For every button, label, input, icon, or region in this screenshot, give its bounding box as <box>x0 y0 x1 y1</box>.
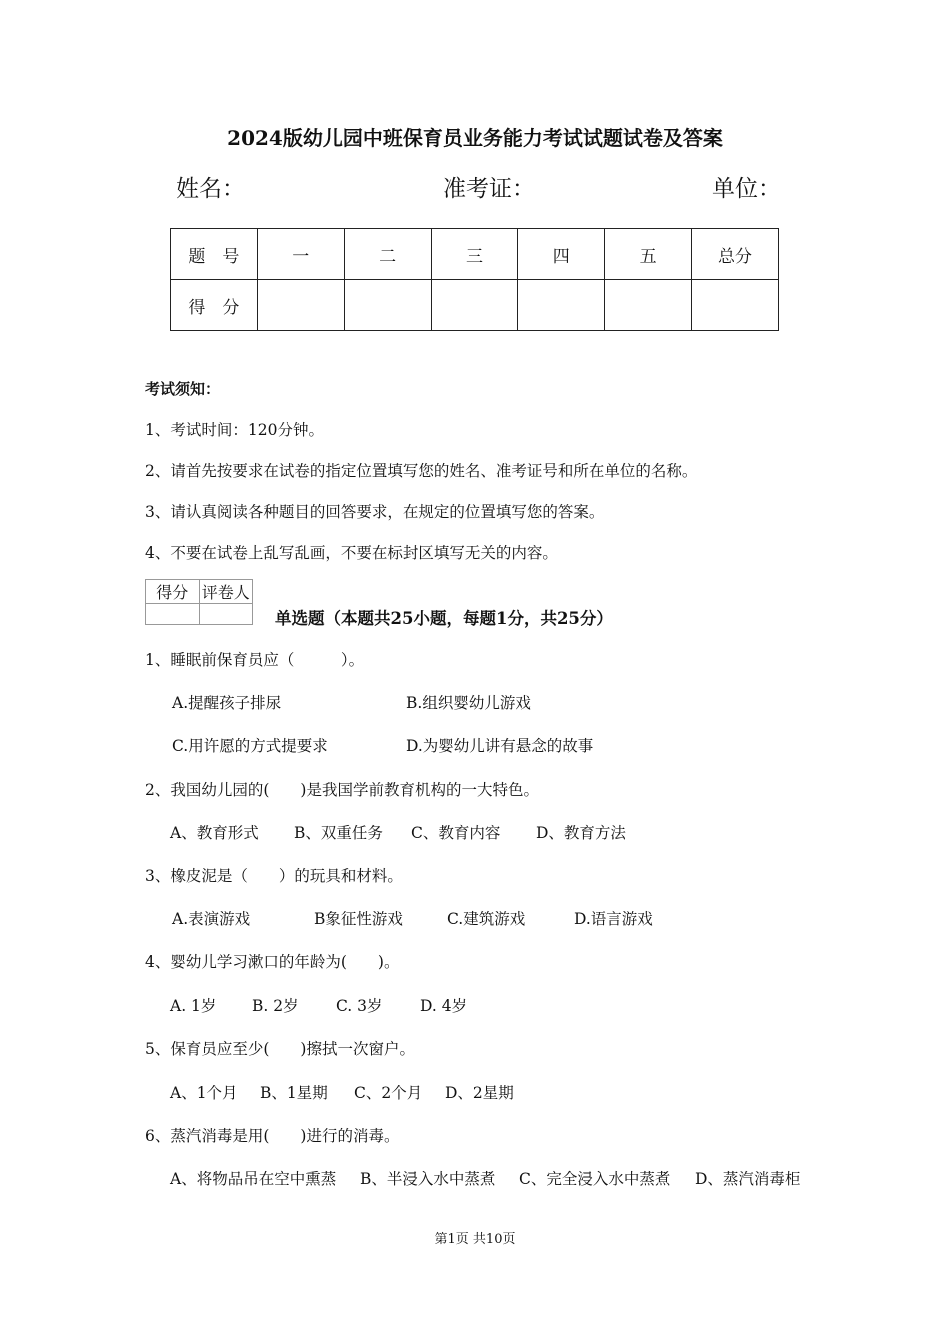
question-text: 4、婴幼儿学习漱口的年龄为( )。 <box>145 953 400 971</box>
score-header-cell: 总分 <box>692 229 779 280</box>
grader-score-label: 得分 <box>146 580 200 604</box>
question-text: 6、蒸汽消毒是用( )进行的消毒。 <box>145 1127 400 1145</box>
score-table <box>170 228 779 331</box>
score-header-cell: 一 <box>257 229 344 280</box>
option-b[interactable]: B象征性游戏 <box>314 910 403 928</box>
score-cell[interactable] <box>518 280 605 331</box>
option-c[interactable]: C.建筑游戏 <box>447 910 526 928</box>
option-a[interactable]: A.表演游戏 <box>172 910 251 928</box>
option-a[interactable]: A、1个月 <box>170 1084 238 1102</box>
score-header-cell: 题 号 <box>171 229 258 280</box>
score-cell[interactable] <box>344 280 431 331</box>
option-a[interactable]: A. 1岁 <box>170 997 217 1015</box>
grader-reviewer-label: 评卷人 <box>199 580 253 604</box>
exam-number-field-label: 准考证： <box>443 176 535 202</box>
option-d[interactable]: D.语言游戏 <box>574 910 653 928</box>
score-header-cell: 五 <box>605 229 692 280</box>
page-title: 2024版幼儿园中班保育员业务能力考试试题试卷及答案 <box>227 126 723 150</box>
option-d[interactable]: D、2星期 <box>445 1084 514 1102</box>
name-field-label: 姓名： <box>176 176 245 202</box>
score-header-cell: 三 <box>431 229 518 280</box>
option-b[interactable]: B、半浸入水中蒸煮 <box>360 1170 496 1188</box>
option-d[interactable]: D. 4岁 <box>420 997 468 1015</box>
option-a[interactable]: A.提醒孩子排尿 <box>172 694 282 712</box>
option-b[interactable]: B.组织婴幼儿游戏 <box>406 694 531 712</box>
option-c[interactable]: C、2个月 <box>354 1084 423 1102</box>
option-a[interactable]: A、将物品吊在空中熏蒸 <box>170 1170 337 1188</box>
option-c[interactable]: C. 3岁 <box>336 997 383 1015</box>
score-table-header-row <box>171 229 779 280</box>
option-b[interactable]: B、双重任务 <box>294 824 383 842</box>
score-row-label: 得 分 <box>171 280 258 331</box>
notice-item: 2、请首先按要求在试卷的指定位置填写您的姓名、准考证号和所在单位的名称。 <box>145 462 698 480</box>
option-c[interactable]: C、教育内容 <box>411 824 501 842</box>
option-d[interactable]: D.为婴幼儿讲有悬念的故事 <box>406 737 594 755</box>
option-b[interactable]: B、1星期 <box>260 1084 328 1102</box>
score-header-cell: 四 <box>518 229 605 280</box>
section-title: 单选题（本题共25小题，每题1分，共25分） <box>275 609 613 628</box>
question-text: 1、睡眠前保育员应（ ）。 <box>145 651 365 669</box>
option-c[interactable]: C、完全浸入水中蒸煮 <box>519 1170 671 1188</box>
grader-reviewer-cell[interactable] <box>199 604 253 625</box>
question-text: 3、橡皮泥是（ ）的玩具和材料。 <box>145 867 403 885</box>
option-d[interactable]: D、教育方法 <box>536 824 626 842</box>
page-footer: 第1页 共10页 <box>434 1232 516 1247</box>
score-cell[interactable] <box>257 280 344 331</box>
notice-item: 4、不要在试卷上乱写乱画，不要在标封区填写无关的内容。 <box>145 544 558 562</box>
score-cell[interactable] <box>431 280 518 331</box>
question-text: 2、我国幼儿园的( )是我国学前教育机构的一大特色。 <box>145 781 539 799</box>
score-table-score-row <box>171 280 779 331</box>
notice-heading: 考试须知： <box>145 380 221 398</box>
option-c[interactable]: C.用许愿的方式提要求 <box>172 737 328 755</box>
grader-score-cell[interactable] <box>146 604 200 625</box>
question-text: 5、保育员应至少( )擦拭一次窗户。 <box>145 1040 415 1058</box>
option-a[interactable]: A、教育形式 <box>170 824 259 842</box>
score-cell[interactable] <box>605 280 692 331</box>
grader-box <box>145 579 253 625</box>
option-b[interactable]: B. 2岁 <box>252 997 299 1015</box>
option-d[interactable]: D、蒸汽消毒柜 <box>695 1170 801 1188</box>
score-cell[interactable] <box>692 280 779 331</box>
notice-item: 3、请认真阅读各种题目的回答要求，在规定的位置填写您的答案。 <box>145 503 605 521</box>
unit-field-label: 单位： <box>712 176 781 202</box>
score-header-cell: 二 <box>344 229 431 280</box>
notice-item: 1、考试时间：120分钟。 <box>145 421 324 439</box>
